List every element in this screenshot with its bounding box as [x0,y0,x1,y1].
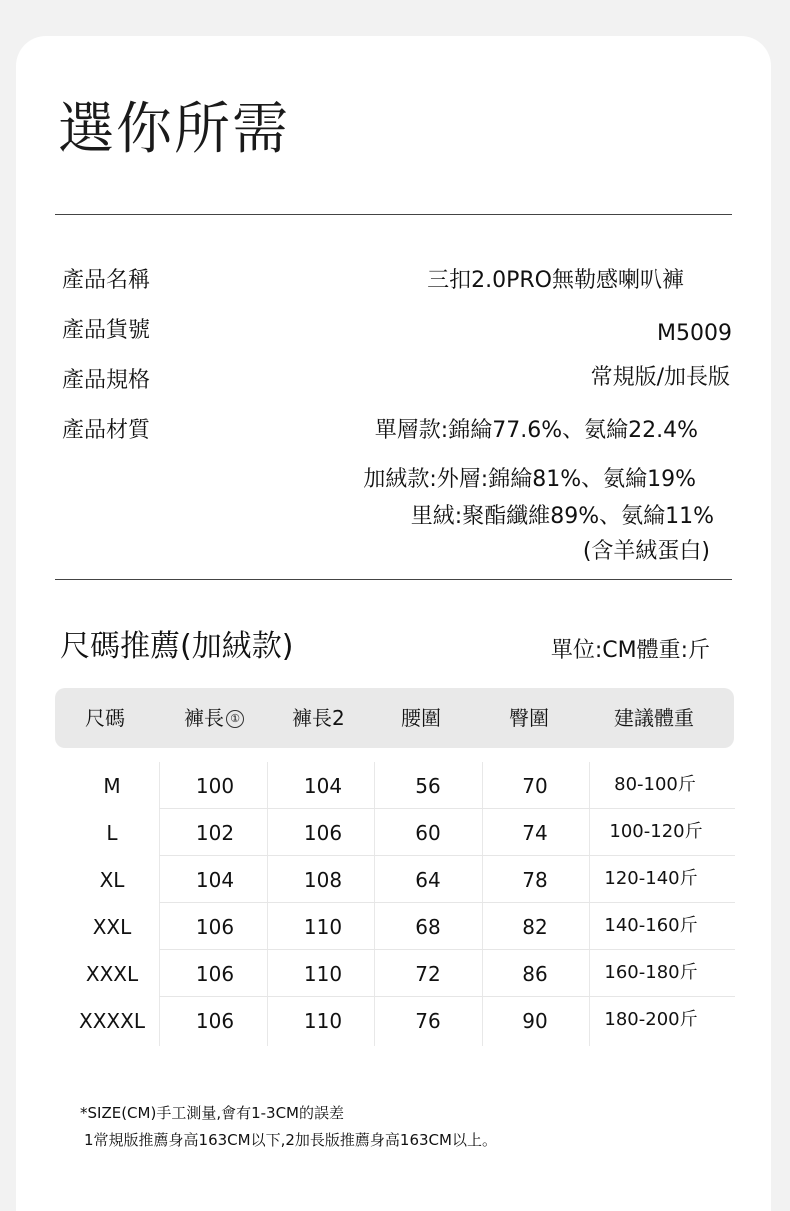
cell-size: XXXXL [79,1009,145,1033]
material-fleece-lining: 里絨:聚酯纖維89%、氨綸11% [410,504,714,529]
table-row [55,809,735,856]
cell-size: XXL [92,915,132,939]
cell-weight: 140-160斤 [604,915,698,936]
header-length1: 褲長 ① [184,708,244,728]
cell-waist: 68 [415,915,441,939]
size-table-body [55,762,735,1044]
header-length2: 褲長2 [292,706,345,730]
measurement-note: *SIZE(CM)手工測量,會有1-3CM的誤差 [80,1104,345,1122]
unit-label: 單位:CM體重:斤 [550,638,710,663]
product-name-value: 三扣2.0PRO無勒感喇叭褲 [427,268,684,293]
cell-length2: 104 [303,774,343,798]
table-row [55,762,735,809]
cell-hip: 74 [522,821,548,845]
cell-weight: 120-140斤 [604,868,698,889]
cell-waist: 56 [415,774,441,798]
cell-length2: 110 [303,915,343,939]
cell-size: M [103,774,121,798]
cell-size: XXXL [85,962,139,986]
cell-length1: 106 [195,1009,235,1033]
material-cashmere-note: (含羊絨蛋白) [582,539,710,564]
product-code-value: M5009 [657,321,732,346]
cell-length2: 110 [303,962,343,986]
page-title: 選你所需 [58,97,290,162]
cell-length2: 110 [303,1009,343,1033]
material-single-layer: 單層款:錦綸77.6%、氨綸22.4% [374,418,698,443]
size-section-title: 尺碼推薦(加絨款) [60,629,294,664]
cell-weight: 100-120斤 [609,821,703,842]
cell-hip: 90 [522,1009,548,1033]
product-material-label: 產品材質 [62,418,151,443]
table-row [55,856,735,903]
divider-middle [55,579,732,580]
cell-length2: 106 [303,821,343,845]
material-fleece-outer: 加絨款:外層:錦綸81%、氨綸19% [363,467,696,492]
cell-size: XL [99,868,125,892]
cell-size: L [106,821,118,845]
cell-weight: 80-100斤 [614,774,696,795]
size-table-header [55,688,734,748]
cell-waist: 76 [415,1009,441,1033]
header-hip: 臀圍 [509,706,549,730]
cell-waist: 64 [415,868,441,892]
product-spec-value: 常規版/加長版 [590,365,730,390]
cell-length2: 108 [303,868,343,892]
header-waist: 腰圍 [401,706,441,730]
table-row [55,950,735,997]
cell-weight: 180-200斤 [604,1009,698,1030]
cell-waist: 60 [415,821,441,845]
header-weight: 建議體重 [614,706,694,730]
product-name-label: 產品名稱 [62,268,151,293]
cell-hip: 86 [522,962,548,986]
cell-hip: 82 [522,915,548,939]
cell-length1: 106 [195,962,235,986]
header-size: 尺碼 [85,706,125,730]
table-row [55,997,735,1044]
cell-length1: 102 [195,821,235,845]
cell-length1: 106 [195,915,235,939]
cell-hip: 78 [522,868,548,892]
product-spec-label: 產品規格 [62,368,151,393]
cell-hip: 70 [522,774,548,798]
table-row [55,903,735,950]
divider-top [55,214,732,215]
circled-number: ① [226,710,244,728]
cell-length1: 104 [195,868,235,892]
product-code-label: 產品貨號 [62,318,151,343]
cell-weight: 160-180斤 [604,962,698,983]
cell-length1: 100 [195,774,235,798]
cell-waist: 72 [415,962,441,986]
height-recommendation-note: 1常規版推薦身高163CM以下,2加長版推薦身高163CM以上。 [84,1131,497,1149]
